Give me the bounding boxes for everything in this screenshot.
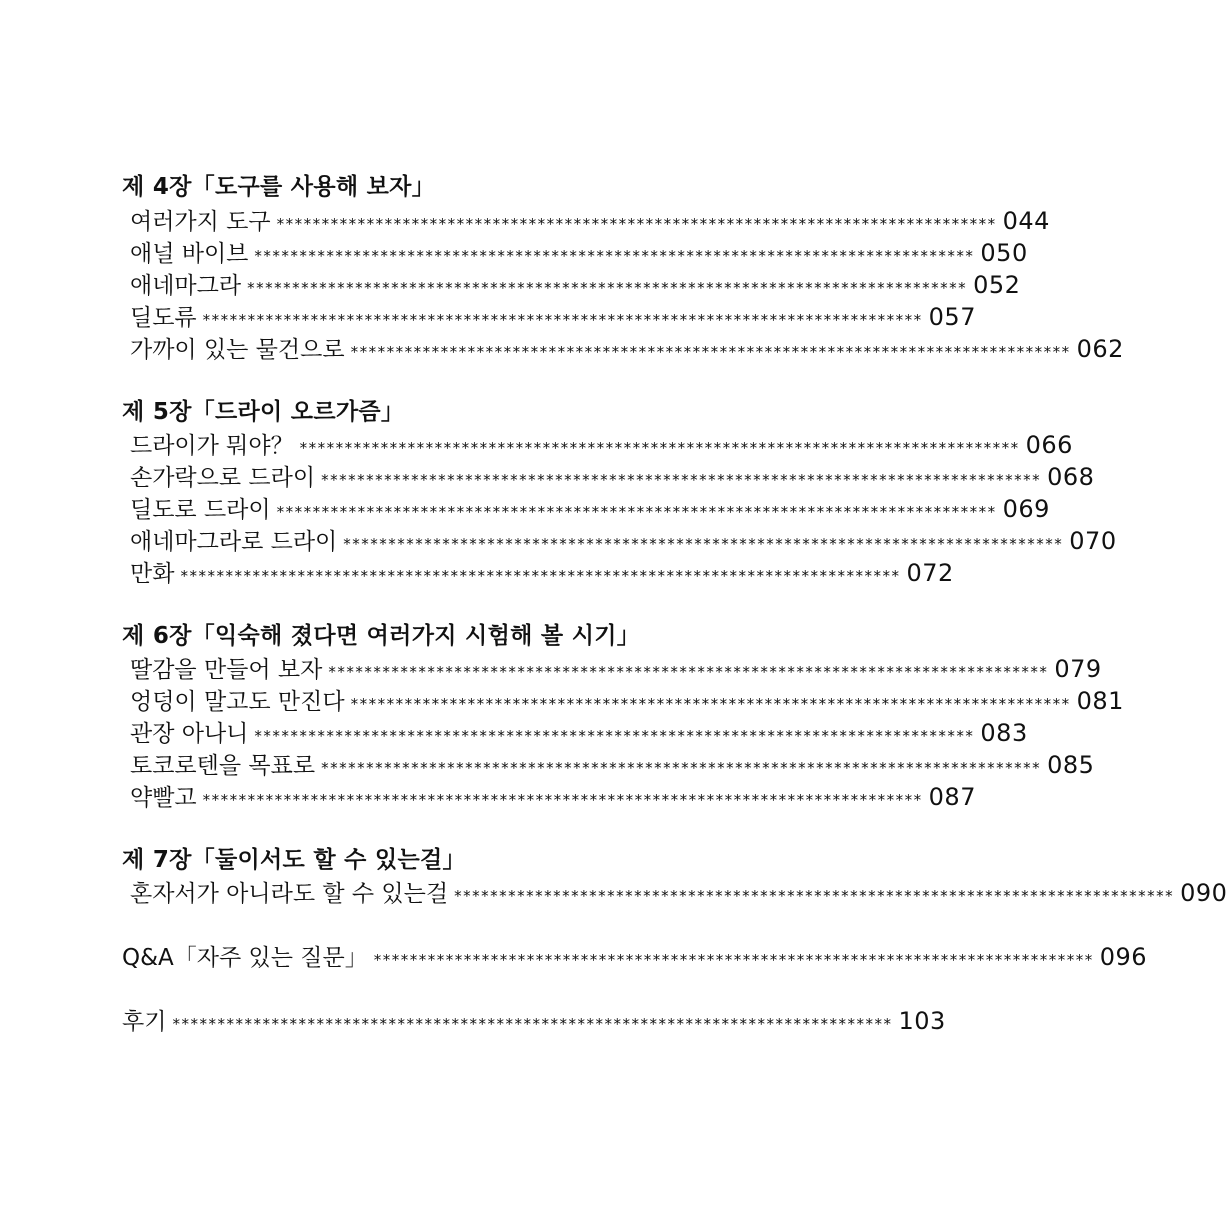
toc-entry xyxy=(130,429,1073,464)
page-number: 062 xyxy=(1076,335,1124,363)
page-number: 052 xyxy=(973,271,1021,299)
dot-leader: ******************************************************************************** xyxy=(328,663,1049,681)
dot-leader: ******************************************************************************** xyxy=(247,279,968,297)
entry-title: 후기 xyxy=(122,1009,167,1035)
dot-leader: ******************************************************************************** xyxy=(276,215,997,233)
page-number: 066 xyxy=(1025,431,1073,459)
entry-title: 관장 아나니 xyxy=(130,721,249,747)
page-number: 085 xyxy=(1047,751,1095,779)
entry-title: 약빨고 xyxy=(130,785,197,811)
entry-title: 애네마그라 xyxy=(130,273,242,299)
toc-entry xyxy=(130,205,1050,240)
page-number: 096 xyxy=(1099,943,1148,971)
toc-entry xyxy=(130,237,1028,272)
toc-entry xyxy=(130,333,1124,368)
page-number: 079 xyxy=(1054,655,1102,683)
chapter-heading: 제 4장「도구를 사용해 보자」 xyxy=(122,174,436,200)
dot-leader: ******************************************************************************** xyxy=(350,695,1071,713)
page-number: 081 xyxy=(1076,687,1124,715)
entry-title: 여러가지 도구 xyxy=(130,209,271,235)
dot-leader: ******************************************************************************** xyxy=(343,535,1064,553)
dot-leader: ******************************************************************************** xyxy=(254,247,975,265)
toc-entry xyxy=(130,781,976,816)
page-number: 069 xyxy=(1002,495,1050,523)
dot-leader: ******************************************************************************** xyxy=(321,759,1042,777)
dot-leader: ******************************************************************************** xyxy=(373,951,1094,969)
chapter-heading: 제 6장「익숙해 졌다면 여러가지 시험해 볼 시기」 xyxy=(122,623,641,649)
entry-title: 손가락으로 드라이 xyxy=(130,465,316,491)
toc-entry xyxy=(130,493,1050,528)
toc-entry xyxy=(130,269,1021,304)
entry-title: 딜도류 xyxy=(130,305,197,331)
dot-leader: ******************************************************************************** xyxy=(276,503,997,521)
toc-entry xyxy=(130,461,1095,496)
page-number: 090 xyxy=(1180,879,1227,907)
dot-leader: ******************************************************************************** xyxy=(202,311,923,329)
dot-leader: ******************************************************************************** xyxy=(254,727,975,745)
toc-entry xyxy=(130,301,976,336)
toc-entry xyxy=(130,749,1095,784)
entry-title: 만화 xyxy=(130,561,175,587)
dot-leader: ******************************************************************************** xyxy=(350,343,1071,361)
page-number: 050 xyxy=(980,239,1028,267)
toc-entry xyxy=(130,557,954,592)
page-number: 083 xyxy=(980,719,1028,747)
entry-title: 혼자서가 아니라도 할 수 있는걸 xyxy=(130,881,449,907)
page-number: 072 xyxy=(906,559,954,587)
entry-title: 딸감을 만들어 보자 xyxy=(130,657,323,683)
dot-leader: ******************************************************************************** xyxy=(202,791,923,809)
entry-title: Q&A「자주 있는 질문」 xyxy=(122,945,368,971)
dot-leader: ******************************************************************************** xyxy=(299,439,1020,457)
page-number: 057 xyxy=(928,303,976,331)
toc-entry-afterword xyxy=(122,1005,946,1040)
dot-leader: ******************************************************************************** xyxy=(180,567,901,585)
entry-title: 엉덩이 말고도 만진다 xyxy=(130,689,345,715)
toc-entry xyxy=(130,653,1102,688)
dot-leader: ******************************************************************************** xyxy=(172,1015,893,1033)
chapter-heading: 제 7장「둘이서도 할 수 있는걸」 xyxy=(122,847,466,873)
toc-entry xyxy=(130,877,1227,912)
page-number: 068 xyxy=(1047,463,1095,491)
page-number: 044 xyxy=(1002,207,1050,235)
toc-entry xyxy=(130,525,1117,560)
dot-leader: ******************************************************************************** xyxy=(454,887,1175,905)
entry-title: 딜도로 드라이 xyxy=(130,497,271,523)
page-number: 087 xyxy=(928,783,976,811)
dot-leader: ******************************************************************************** xyxy=(321,471,1042,489)
toc-entry-qa xyxy=(122,941,1148,976)
entry-title: 가까이 있는 물건으로 xyxy=(130,337,345,363)
entry-title: 토코로텐을 목표로 xyxy=(130,753,316,779)
toc-entry xyxy=(130,717,1028,752)
page-number: 103 xyxy=(898,1007,946,1035)
entry-title: 드라이가 뭐야？ xyxy=(130,433,294,459)
toc-entry xyxy=(130,685,1124,720)
entry-title: 애널 바이브 xyxy=(130,241,249,267)
entry-title: 애네마그라로 드라이 xyxy=(130,529,338,555)
chapter-heading: 제 5장「드라이 오르가즘」 xyxy=(122,399,405,425)
page-number: 070 xyxy=(1069,527,1117,555)
